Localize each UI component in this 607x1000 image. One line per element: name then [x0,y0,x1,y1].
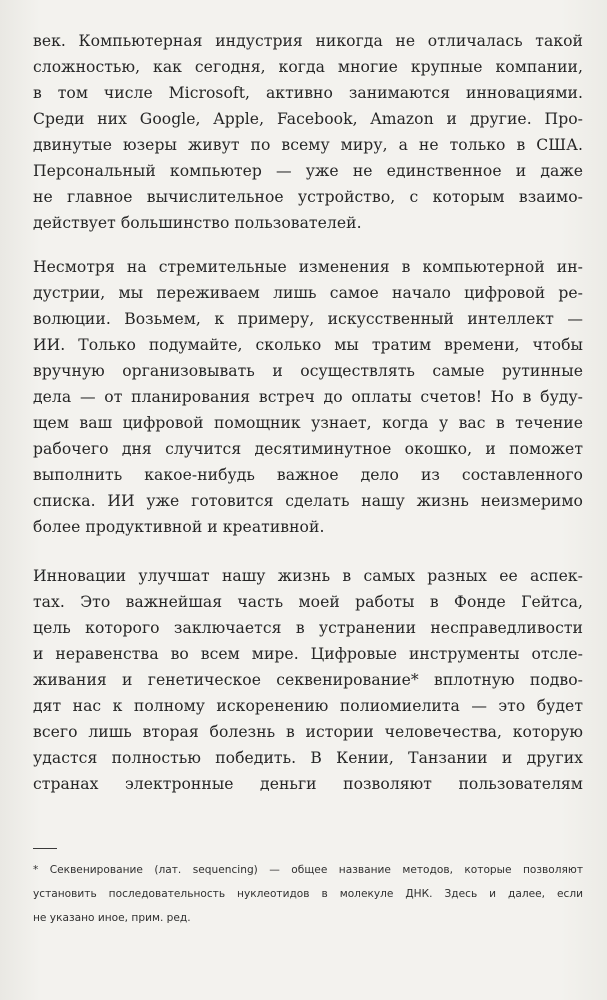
text-line: живания и генетическое секвенирование* вплотную подво- [33,671,583,689]
footnote-line: установить последовательность нуклеотидов в молекуле ДНК. Здесь и далее, если [33,888,583,900]
footnote [33,858,583,930]
text-line: удастся полностью победить. В Кении, Танзании и других [33,749,583,767]
text-line: сложностью, как сегодня, когда многие крупные компании, [33,58,583,76]
text-line: тах. Это важнейшая часть моей работы в Фонде Гейтса, [33,593,583,611]
text-line: Несмотря на стремительные изменения в компьютерной ин- [33,258,583,276]
footnote-line: не указано иное, прим. ред. [33,912,191,924]
paragraph-3 [33,563,583,797]
footnote-divider [33,848,57,849]
text-line: цель которого заключается в устранении несправедливости [33,619,583,637]
text-line: в том числе Microsoft, активно занимаются инновациями. [33,84,583,102]
text-line: и неравенства во всем мире. Цифровые инструменты отсле- [33,645,583,663]
text-line: Инновации улучшат нашу жизнь в самых разных ее аспек- [33,567,583,585]
text-line: двинутые юзеры живут по всему миру, а не только в США. [33,136,583,154]
text-line: дела — от планирования встреч до оплаты счетов! Но в буду- [33,388,583,406]
text-line: странах электронные деньги позволяют пользователям [33,775,583,793]
text-line: Среди них Google, Apple, Facebook, Amazon и другие. Про- [33,110,583,128]
text-line: волюции. Возьмем, к примеру, искусственный интеллект — [33,310,583,328]
text-line: вручную организовывать и осуществлять самые рутинные [33,362,583,380]
footnote-line: * Секвенирование (лат. sequencing) — общее название методов, которые позволяют [33,864,583,876]
text-line: Персональный компьютер — уже не единственное и даже [33,162,583,180]
text-line: век. Компьютерная индустрия никогда не отличалась такой [33,32,583,50]
text-line: не главное вычислительное устройство, с которым взаимо- [33,188,583,206]
text-line: щем ваш цифровой помощник узнает, когда у вас в течение [33,414,583,432]
text-line: рабочего дня случится десятиминутное окошко, и поможет [33,440,583,458]
text-line: выполнить какое-нибудь важное дело из составленного [33,466,583,484]
text-line: дустрии, мы переживаем лишь самое начало цифровой ре- [33,284,583,302]
paragraph-2 [33,254,583,540]
text-line: более продуктивной и креативной. [33,518,325,536]
text-line: дят нас к полному искоренению полиомиелита — это будет [33,697,583,715]
paragraph-1 [33,28,583,236]
text-line: ИИ. Только подумайте, сколько мы тратим времени, чтобы [33,336,583,354]
text-line: всего лишь вторая болезнь в истории человечества, которую [33,723,583,741]
text-line: действует большинство пользователей. [33,214,362,232]
text-line: списка. ИИ уже готовится сделать нашу жизнь неизмеримо [33,492,583,510]
